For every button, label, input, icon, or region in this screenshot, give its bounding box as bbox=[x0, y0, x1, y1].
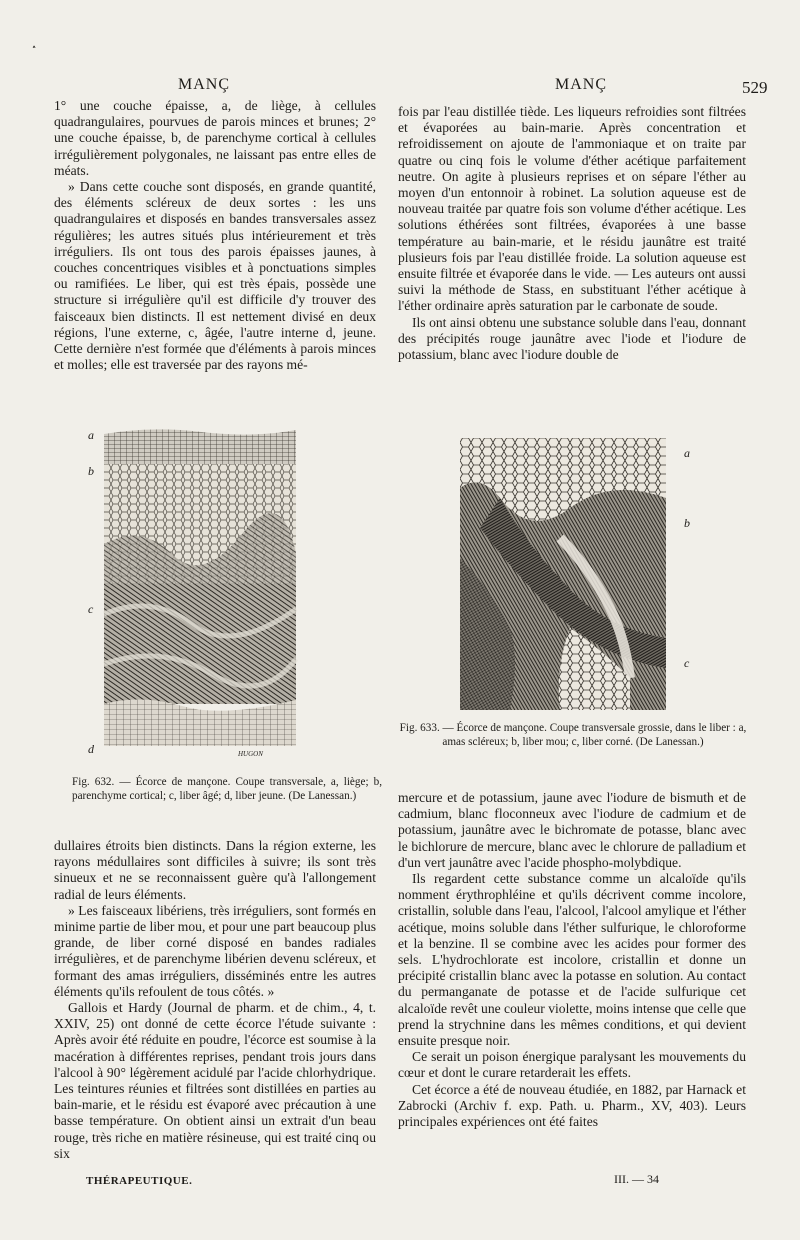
paragraph: Gallois et Hardy (Journal de pharm. et de chim., 4, t. XXIV, 25) ont donné de cette écorce l'étude suivante : Après avoir été réduite en poudre, l'écorce est soumise à la macération à différentes reprises, pendant trois jours dans l'alcool à 90° légèrement acidulé par l'acide chlorhydrique. Les teintures réunies et filtrées sont distillées en parties au bain-marie, et le résidu est évaporé avec précaution à une basse température. On obtient ainsi un extrait d'un beau rouge, très riche en matière résineuse, qui est traité cinq ou six bbox=[54, 1000, 376, 1161]
running-head-left: MANÇ bbox=[178, 76, 231, 93]
paragraph: » Dans cette couche sont disposés, en grande quantité, des éléments scléreux de deux sortes : les uns quadrangulaires et disposés en bandes transversales assez régulières; les autres situés plus intérieurement et très irréguliers. Ils ont tous des parois épaisses jaunes, à couches concentriques visibles et à ponctuations simples ou ramifiées. Le liber, qui est très épais, possède une structure si irrégulière qu'il est difficile d'y trouver des faisceaux bien distincts. Il est nettement divisé en deux régions, l'une externe, c, âgée, l'autre interne d, jeune. Cette dernière n'est formée que d'éléments à parois minces et molles; elle est traversée par des rayons mé- bbox=[54, 179, 376, 373]
fig632-micrograph bbox=[102, 424, 298, 764]
figure-632 bbox=[70, 424, 300, 769]
footer-signature: III. — 34 bbox=[614, 1172, 659, 1186]
paragraph: fois par l'eau distillée tiède. Les liqueurs refroidies sont filtrées et évaporées au bain-marie. Après concentration et refroidissement on ajoute de l'ammoniaque et on traite par quatre ou cinq fois le volume d'éther acétique parfaitement neutre. On agite à plusieurs reprises et on sépare l'éther au moyen d'un entonnoir à robinet. La solution aqueuse est de nouveau traitée par quatre fois son volume d'éther acétique. Les solutions éthérées sont filtrées, évaporées à une basse température au bain-marie, et le résidu jaunâtre est traité plusieurs fois par l'eau distillée froide. La solution aqueuse est ensuite filtrée et évaporée dans le vide. — Les auteurs ont aussi suivi la méthode de Stass, en substituant l'éther acétique à l'éther ordinaire après saturation par le carbonate de soude. bbox=[398, 104, 746, 314]
running-head-right: MANÇ bbox=[555, 76, 608, 93]
engraver-signature: HUGON bbox=[238, 750, 263, 758]
right-column-bottom bbox=[398, 790, 746, 1130]
figure-632-caption: Fig. 632. — Écorce de mançone. Coupe transversale, a, liège; b, parenchyme cortical; c, liber âgé; d, liber jeune. (De Lanessan.) bbox=[72, 776, 382, 802]
paragraph: mercure et de potassium, jaune avec l'iodure de bismuth et de cadmium, blanc floconneux avec l'iodure de cadmium et de potassium, jaunâtre avec le bichromate de potasse, blanc avec le bichlorure de mercure, blanc avec le chlorure de palladium et d'un vert jaunâtre avec l'acide phospho-molybdique. bbox=[398, 790, 746, 870]
paragraph: Ils ont ainsi obtenu une substance soluble dans l'eau, donnant des précipités rouge jaunâtre avec l'iode et l'iodure de potassium, blanc avec l'iodure double de bbox=[398, 314, 746, 363]
paragraph: » Les faisceaux libériens, très irréguliers, sont formés en minime partie de liber mou, et pour une part beaucoup plus grande, de liber corné disposé en bandes radiales irrégulières, et de parenchyme libérien devenu scléreux, et formant des amas irréguliers, disséminés entre les autres éléments qu'ils refoulent de tous côtés. » bbox=[54, 902, 377, 999]
figure-633 bbox=[460, 438, 720, 718]
fig633-label-b: b bbox=[684, 516, 690, 530]
fig633-micrograph bbox=[460, 438, 666, 710]
left-column-bottom bbox=[54, 838, 376, 1162]
footer-title: THÉRAPEUTIQUE. bbox=[86, 1175, 193, 1187]
fig632-label-b: b bbox=[88, 464, 94, 478]
left-column-top bbox=[54, 98, 376, 373]
fig633-label-c: c bbox=[684, 656, 690, 670]
paragraph: 1° une couche épaisse, a, de liège, à cellules quadrangulaires, pourvues de parois minces et brunes; 2° une couche épaisse, b, de parenchyme cortical à cellules irrégulièrement polygonales, ne laissant pas entre elles de méats. bbox=[54, 98, 376, 178]
right-column-top bbox=[398, 104, 746, 363]
figure-633-caption: Fig. 633. — Écorce de mançone. Coupe transversale grossie, dans le liber : a, amas scléreux; b, liber mou; c, liber corné. (De Lanessan.) bbox=[399, 722, 747, 748]
paragraph: dullaires étroits bien distincts. Dans la région externe, les rayons médullaires sont difficiles à suivre; ils sont très sinueux et ne se reconnaissent guère qu'à l'allongement radial de leurs éléments. bbox=[54, 838, 376, 902]
page-number: 529 bbox=[742, 78, 768, 97]
paragraph: Cet écorce a été de nouveau étudiée, en 1882, par Harnack et Zabrocki (Archiv f. exp. Path. u. Pharm., XV, 403). Leurs principales expériences ont été faites bbox=[398, 1081, 746, 1130]
fig633-label-a: a bbox=[684, 446, 690, 460]
fig632-label-d: d bbox=[88, 742, 94, 756]
paragraph: Ce serait un poison énergique paralysant les mouvements du cœur et dont le curare retarderait les effets. bbox=[398, 1049, 746, 1081]
fig632-label-a: a bbox=[88, 428, 94, 442]
fig632-label-c: c bbox=[88, 602, 94, 616]
paragraph: Ils regardent cette substance comme un alcaloïde qu'ils nomment érythrophléine et qu'ils décrivent comme incolore, cristallin, soluble dans l'eau, l'alcool, l'alcool amylique et l'éther acétique, moins soluble dans l'éther sulfurique, le chloroforme et la benzine. Il se combine avec les acides pour former des sels. L'hydrochlorate est incolore, cristallin et donne un précipité cristallin blanc avec la potasse en solution. Au contact du permanganate de potasse et de l'acide sulfurique cet alcaloïde revêt une couleur violette, moins intense que celle que prend la strychnine dans les mêmes conditions, et qui devient ensuite presque noir. bbox=[398, 871, 747, 1049]
